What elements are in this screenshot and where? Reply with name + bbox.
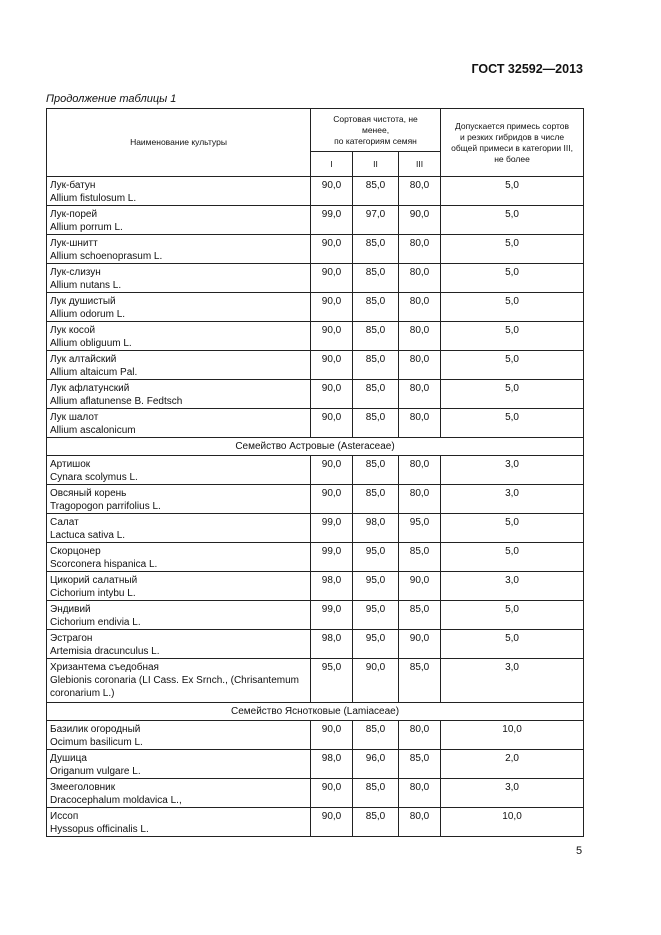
purity-category-1: 90,0 [311,322,353,351]
crop-name-cell [47,409,311,438]
purity-category-3: 90,0 [399,572,441,601]
admixture-max: 5,0 [441,206,584,235]
table-row [47,177,584,206]
purity-category-2: 85,0 [353,351,399,380]
column-header-purity [311,109,441,152]
crop-name: Салат [50,517,79,528]
column-header-category-1: I [311,152,353,177]
table-row [47,601,584,630]
crop-name: Эстрагон [50,633,93,644]
table-caption: Продолжение таблицы 1 [46,93,177,105]
table-row [47,322,584,351]
purity-category-2: 85,0 [353,264,399,293]
purity-category-3: 80,0 [399,409,441,438]
family-section-title: Семейство Яснотковые (Lamiaceae) [47,703,584,721]
admixture-max: 5,0 [441,514,584,543]
purity-category-1: 90,0 [311,177,353,206]
crop-latin-name: Artemisia dracunculus L. [50,646,160,657]
admixture-max: 3,0 [441,485,584,514]
purity-category-3: 85,0 [399,543,441,572]
purity-category-1: 90,0 [311,721,353,750]
crop-latin-name: Allium porrum L. [50,222,123,233]
crop-name-cell [47,206,311,235]
crop-name-cell [47,351,311,380]
family-section-row [47,438,584,456]
crop-name: Скорцонер [50,546,101,557]
column-header-category-2: II [353,152,399,177]
family-section-row [47,703,584,721]
crop-name: Эндивий [50,604,91,615]
crop-name-cell [47,322,311,351]
admixture-max: 10,0 [441,721,584,750]
document-header: ГОСТ 32592—2013 [471,62,583,76]
purity-category-2: 95,0 [353,601,399,630]
purity-category-2: 85,0 [353,177,399,206]
crop-name: Лук душистый [50,296,116,307]
crop-name-cell [47,293,311,322]
purity-category-3: 90,0 [399,630,441,659]
admixture-max: 3,0 [441,779,584,808]
purity-category-1: 90,0 [311,351,353,380]
crop-latin-name: Allium aflatunense B. Fedtsch [50,396,183,407]
purity-category-2: 85,0 [353,293,399,322]
purity-category-2: 85,0 [353,235,399,264]
crop-latin-name: Hyssopus officinalis L. [50,824,149,835]
crop-latin-name: Cichorium intybu L. [50,588,136,599]
purity-category-1: 99,0 [311,514,353,543]
purity-category-1: 90,0 [311,264,353,293]
page-number: 5 [576,845,583,857]
crop-name: Душица [50,753,87,764]
purity-category-3: 80,0 [399,380,441,409]
crop-name: Артишок [50,459,91,470]
crop-name-cell [47,630,311,659]
crop-name: Змееголовник [50,782,116,793]
purity-category-3: 80,0 [399,235,441,264]
crop-latin-name: Allium altaicum Pal. [50,367,138,378]
admixture-max: 3,0 [441,659,584,703]
purity-header-line: менее, [361,124,390,135]
purity-category-3: 80,0 [399,456,441,485]
admixture-header-line: общей примеси в категории III, [451,142,573,153]
crop-name: Лук-батун [50,180,96,191]
purity-category-3: 80,0 [399,808,441,837]
purity-category-3: 80,0 [399,779,441,808]
table-row [47,750,584,779]
purity-category-1: 99,0 [311,206,353,235]
crop-latin-name: Origanum vulgare L. [50,766,141,777]
admixture-max: 5,0 [441,293,584,322]
purity-category-1: 90,0 [311,456,353,485]
crop-latin-name: Allium nutans L. [50,280,122,291]
crop-name-cell [47,264,311,293]
family-section-title: Семейство Астровые (Asteraceae) [47,438,584,456]
crop-name-cell [47,380,311,409]
seed-purity-table [46,108,584,837]
purity-category-3: 85,0 [399,750,441,779]
table-row [47,543,584,572]
purity-category-2: 85,0 [353,485,399,514]
crop-latin-name: Tragopogon parrifolius L. [50,501,161,512]
crop-name-cell [47,721,311,750]
crop-name: Цикорий салатный [50,575,138,586]
crop-name: Лук-слизун [50,267,101,278]
crop-name: Овсяный корень [50,488,127,499]
table-row [47,293,584,322]
column-header-category-3: III [399,152,441,177]
purity-category-3: 80,0 [399,485,441,514]
crop-latin-name: Allium odorum L. [50,309,126,320]
purity-category-1: 90,0 [311,409,353,438]
crop-latin-name-cont: coronarium L.) [50,688,115,699]
admixture-max: 5,0 [441,630,584,659]
table-row [47,485,584,514]
crop-name-cell [47,750,311,779]
crop-name: Лук алтайский [50,354,117,365]
purity-category-3: 85,0 [399,601,441,630]
crop-name-cell [47,177,311,206]
column-header-name: Наименование культуры [47,109,311,177]
crop-latin-name: Glebionis coronaria (LI Cass. Ex Srnch., (Chrisantemum [50,675,299,686]
crop-name-cell [47,808,311,837]
purity-category-2: 98,0 [353,514,399,543]
crop-latin-name: Ocimum basilicum L. [50,737,143,748]
table-row [47,235,584,264]
purity-category-1: 95,0 [311,659,353,703]
crop-latin-name: Cichorium endivia L. [50,617,141,628]
purity-category-3: 80,0 [399,293,441,322]
purity-category-1: 90,0 [311,485,353,514]
table-row [47,456,584,485]
purity-category-1: 99,0 [311,543,353,572]
admixture-max: 2,0 [441,750,584,779]
table-row [47,721,584,750]
crop-latin-name: Allium ascalonicum [50,425,136,436]
crop-latin-name: Allium schoenoprasum L. [50,251,163,262]
admixture-max: 5,0 [441,264,584,293]
crop-name-cell [47,514,311,543]
admixture-max: 5,0 [441,235,584,264]
purity-category-1: 90,0 [311,808,353,837]
crop-latin-name: Cynara scolymus L. [50,472,138,483]
crop-name: Лук афлатунский [50,383,130,394]
crop-latin-name: Allium fistulosum L. [50,193,137,204]
crop-latin-name: Scorconera hispanica L. [50,559,158,570]
purity-category-2: 95,0 [353,543,399,572]
purity-category-2: 95,0 [353,630,399,659]
crop-name: Хризантема съедобная [50,662,159,673]
crop-name-cell [47,485,311,514]
crop-name-cell [47,543,311,572]
column-header-admixture [441,109,584,177]
crop-name-cell [47,456,311,485]
admixture-max: 3,0 [441,572,584,601]
table-row [47,351,584,380]
purity-category-1: 90,0 [311,235,353,264]
purity-category-2: 85,0 [353,808,399,837]
admixture-max: 10,0 [441,808,584,837]
purity-category-3: 80,0 [399,264,441,293]
crop-name-cell [47,572,311,601]
purity-category-1: 90,0 [311,380,353,409]
crop-name: Лук-шнитт [50,238,98,249]
admixture-max: 5,0 [441,351,584,380]
purity-category-2: 96,0 [353,750,399,779]
admixture-max: 5,0 [441,601,584,630]
crop-name: Иссоп [50,811,79,822]
purity-category-2: 85,0 [353,409,399,438]
purity-category-1: 90,0 [311,293,353,322]
crop-name-cell [47,779,311,808]
purity-category-3: 80,0 [399,721,441,750]
table-row [47,206,584,235]
purity-category-3: 90,0 [399,206,441,235]
admixture-max: 5,0 [441,177,584,206]
admixture-header-line: не более [494,153,530,164]
table-row [47,808,584,837]
purity-category-2: 85,0 [353,322,399,351]
table-row [47,779,584,808]
purity-category-3: 85,0 [399,659,441,703]
admixture-max: 5,0 [441,409,584,438]
purity-header-line: по категориям семян [334,135,417,146]
crop-latin-name: Allium obliguum L. [50,338,132,349]
table-row [47,572,584,601]
purity-category-2: 85,0 [353,456,399,485]
purity-category-1: 98,0 [311,750,353,779]
purity-category-1: 98,0 [311,572,353,601]
admixture-max: 5,0 [441,380,584,409]
purity-category-2: 95,0 [353,572,399,601]
crop-name: Базилик огородный [50,724,141,735]
purity-category-3: 95,0 [399,514,441,543]
purity-category-2: 85,0 [353,380,399,409]
admixture-max: 3,0 [441,456,584,485]
table-row [47,264,584,293]
crop-name: Лук шалот [50,412,99,423]
crop-name-cell [47,235,311,264]
table-row [47,659,584,703]
admixture-max: 5,0 [441,322,584,351]
table-row [47,630,584,659]
crop-name: Лук косой [50,325,96,336]
crop-latin-name: Lactuca sativa L. [50,530,126,541]
purity-category-3: 80,0 [399,177,441,206]
admixture-header-line: Допускается примесь сортов [455,120,570,131]
purity-category-2: 90,0 [353,659,399,703]
table-row [47,380,584,409]
crop-name-cell [47,659,311,703]
crop-name: Лук-порей [50,209,98,220]
crop-name-cell [47,601,311,630]
purity-category-1: 90,0 [311,779,353,808]
purity-category-2: 85,0 [353,779,399,808]
purity-header-line: Сортовая чистота, не [333,113,418,124]
table-row [47,409,584,438]
admixture-max: 5,0 [441,543,584,572]
purity-category-1: 99,0 [311,601,353,630]
crop-latin-name: Dracocephalum moldavica L., [50,795,182,806]
purity-category-1: 98,0 [311,630,353,659]
purity-category-3: 80,0 [399,351,441,380]
purity-category-2: 85,0 [353,721,399,750]
purity-category-2: 97,0 [353,206,399,235]
purity-category-3: 80,0 [399,322,441,351]
admixture-header-line: и резких гибридов в числе [459,131,565,142]
table-row [47,514,584,543]
